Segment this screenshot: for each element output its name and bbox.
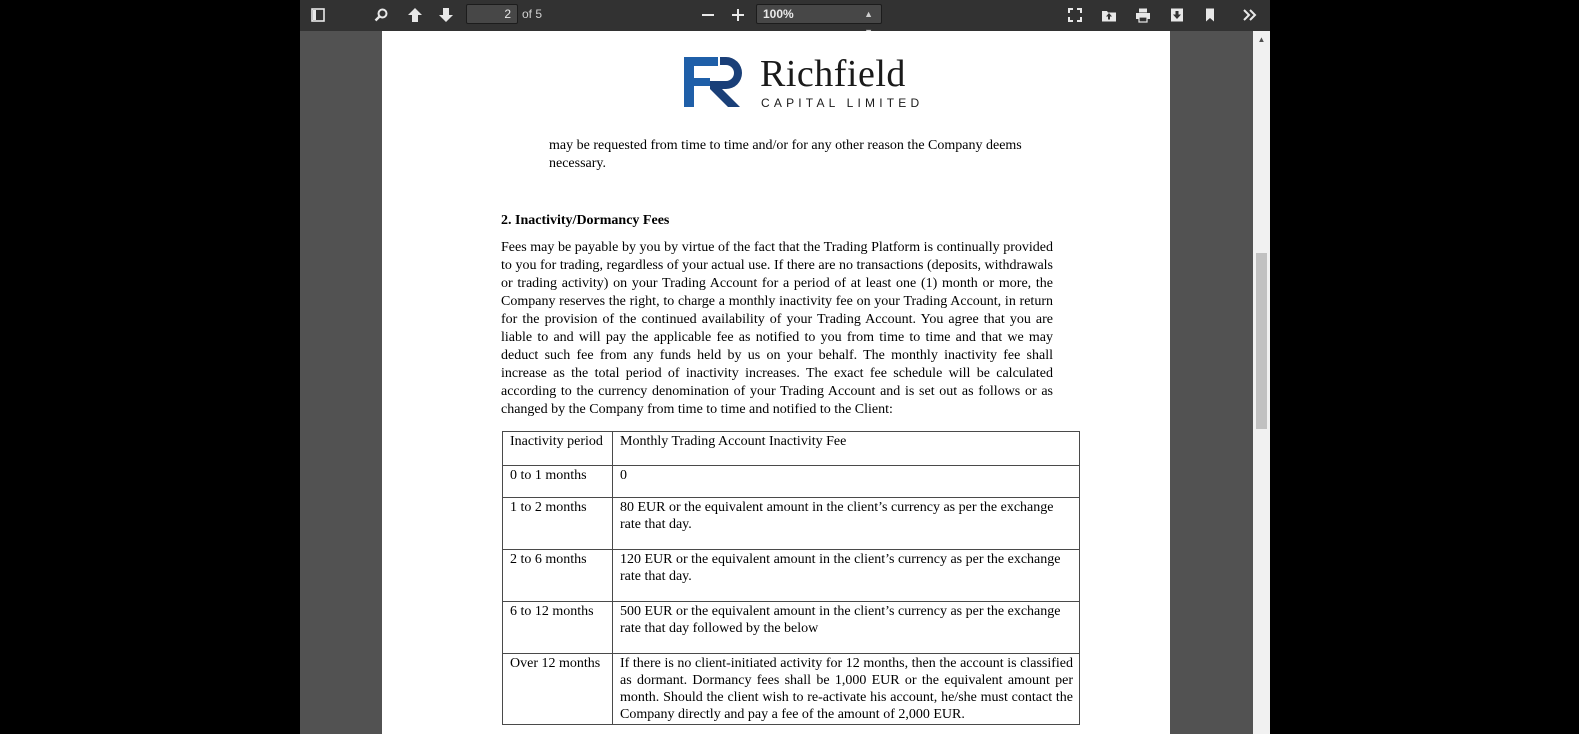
- page-number-input[interactable]: [466, 4, 518, 24]
- pdf-viewer: [300, 0, 1270, 734]
- table-cell: 0 to 1 months: [503, 466, 613, 498]
- download-icon[interactable]: [1165, 4, 1189, 26]
- print-icon[interactable]: [1131, 4, 1155, 26]
- zoom-select[interactable]: [756, 4, 882, 24]
- lead-text: may be requested from time to time and/or for any other reason the Company deems necessary.: [549, 138, 1022, 171]
- table-cell: 6 to 12 months: [503, 602, 613, 654]
- table-cell: If there is no client-initiated activity for 12 months, then the account is classified as dormant. Dormancy fees shall be 1,000 EUR or the equivalent amount per month. Should the client wish to re-activate his account, he/she must contact the Company directly and pay a fee of the amount of 2,000 EUR.: [613, 654, 1080, 725]
- table-header-row: [503, 432, 1080, 466]
- table-cell: 0: [613, 466, 1080, 498]
- section-paragraph: Fees may be payable by you by virtue of the fact that the Trading Platform is continually provided to you for trading, regardless of your actual use. If there are no transactions (deposits, withdrawals or trading activity) on your Trading Account for a period of at least one (1) month or more, the Company reserves the right, to charge a monthly inactivity fee on your Trading Account, in return for the provision of the continued availability of your Trading Account. You agree that you are liable to and will pay the applicable fee as notified to you from time to time and that we may deduct such fee from any funds held by us on your behalf. The monthly inactivity fee shall increase as the total period of inactivity increases. The exact fee schedule will be calculated according to the currency denomination of your Trading Account and is set out as follows or as changed by the Company from time to time and notified to the Client:: [501, 240, 1053, 417]
- open-file-icon[interactable]: [1097, 4, 1121, 26]
- previous-page-icon[interactable]: [403, 4, 427, 26]
- vertical-scrollbar[interactable]: [1253, 31, 1270, 734]
- logo-tagline: CAPITAL LIMITED: [761, 96, 924, 110]
- page-count-label: of 5: [522, 7, 543, 21]
- bookmark-icon[interactable]: [1198, 4, 1222, 26]
- table-row: [503, 550, 1080, 602]
- section-heading: 2. Inactivity/Dormancy Fees: [501, 213, 670, 228]
- table-cell: 500 EUR or the equivalent amount in the client’s currency as per the exchange rate that day followed by the below: [613, 602, 1080, 654]
- table-cell: 1 to 2 months: [503, 498, 613, 550]
- tools-icon[interactable]: [1238, 4, 1262, 26]
- zoom-in-icon[interactable]: [726, 4, 750, 26]
- zoom-out-icon[interactable]: [696, 4, 720, 26]
- table-header-cell: Inactivity period: [503, 432, 613, 466]
- fee-table: [502, 431, 1080, 725]
- sidebar-toggle-icon[interactable]: [306, 4, 330, 26]
- search-icon[interactable]: [369, 4, 393, 26]
- next-page-icon[interactable]: [434, 4, 458, 26]
- table-cell: Over 12 months: [503, 654, 613, 725]
- table-header-cell: Monthly Trading Account Inactivity Fee: [613, 432, 1080, 466]
- presentation-mode-icon[interactable]: [1063, 4, 1087, 26]
- scroll-up-arrow-icon[interactable]: ▲: [1257, 35, 1266, 44]
- table-row: [503, 498, 1080, 550]
- scrollbar-thumb[interactable]: [1256, 253, 1267, 429]
- document-page: [382, 31, 1170, 734]
- table-cell: 2 to 6 months: [503, 550, 613, 602]
- table-row: [503, 654, 1080, 725]
- table-cell: 120 EUR or the equivalent amount in the client’s currency as per the exchange rate that day.: [613, 550, 1080, 602]
- table-row: [503, 602, 1080, 654]
- company-logo: [684, 51, 944, 111]
- logo-wordmark: Richfield: [760, 53, 906, 95]
- table-row: [503, 466, 1080, 498]
- table-cell: 80 EUR or the equivalent amount in the client’s currency as per the exchange rate that day.: [613, 498, 1080, 550]
- pdf-toolbar: [300, 0, 1270, 31]
- select-arrows-icon: ▲: [864, 9, 873, 19]
- zoom-select-value: 100%: [763, 7, 794, 21]
- company-logo-mark: [684, 57, 748, 113]
